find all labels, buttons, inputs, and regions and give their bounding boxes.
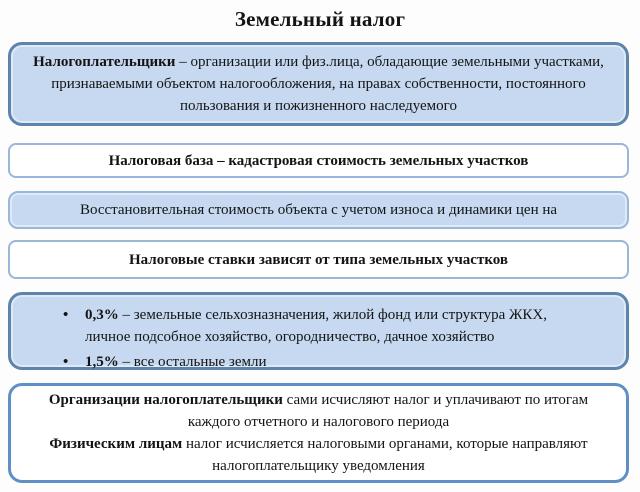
rate-item-text — [85, 304, 574, 348]
box-taxpayers-rest: – организации или физ.лица, обладающие земельными участками, признаваемыми объектом налогообложения, на правах собственности, постоянного пользования и пожизненного наследуемого — [51, 54, 604, 114]
box-calculation — [8, 383, 629, 483]
bullet-icon: • — [63, 354, 69, 370]
bullet-icon: • — [63, 307, 69, 323]
box-taxpayers — [8, 42, 629, 126]
rate-description: – все остальные земли — [118, 354, 267, 370]
box-rates-list — [8, 292, 629, 370]
list-item — [57, 304, 574, 348]
box-tax-base — [8, 143, 629, 178]
rate-item-text — [85, 351, 574, 373]
box-taxpayers-text — [27, 51, 610, 117]
calculation-lead-individuals: Физическим лицам — [49, 436, 183, 452]
calculation-lead-organizations: Организации налогоплательщики — [48, 392, 283, 408]
box-replacement-cost-text: Восстановительная стоимость объекта с учетом износа и динамики цен на — [79, 202, 558, 218]
box-replacement-cost — [8, 191, 629, 229]
box-taxpayers-lead: Налогоплательщики — [33, 54, 176, 70]
box-tax-base-text: Налоговая база – кадастровая стоимость земельных участков — [108, 152, 529, 169]
box-tax-rates-heading — [8, 240, 629, 279]
box-tax-rates-heading-text: Налоговые ставки зависят от типа земельных участков — [129, 251, 508, 268]
list-item — [57, 351, 574, 373]
rates-list — [57, 304, 574, 373]
rate-value: 0,3% — [85, 307, 119, 323]
calculation-line-individuals — [39, 433, 598, 477]
calculation-rest-individuals: налог исчисляется налоговыми органами, которые направляют налогоплательщику уведомления — [182, 436, 588, 474]
rate-description: – земельные сельхозназначения, жилой фонд или структура ЖКХ, личное подсобное хозяйство, огородничество, дачное хозяйство — [85, 307, 548, 345]
calculation-rest-organizations: сами исчисляют налог и уплачивают по итогам каждого отчетного и налогового периода — [187, 392, 589, 430]
page-title: Земельный налог — [234, 7, 406, 31]
calculation-line-organizations — [39, 389, 598, 433]
rate-value: 1,5% — [85, 354, 119, 370]
